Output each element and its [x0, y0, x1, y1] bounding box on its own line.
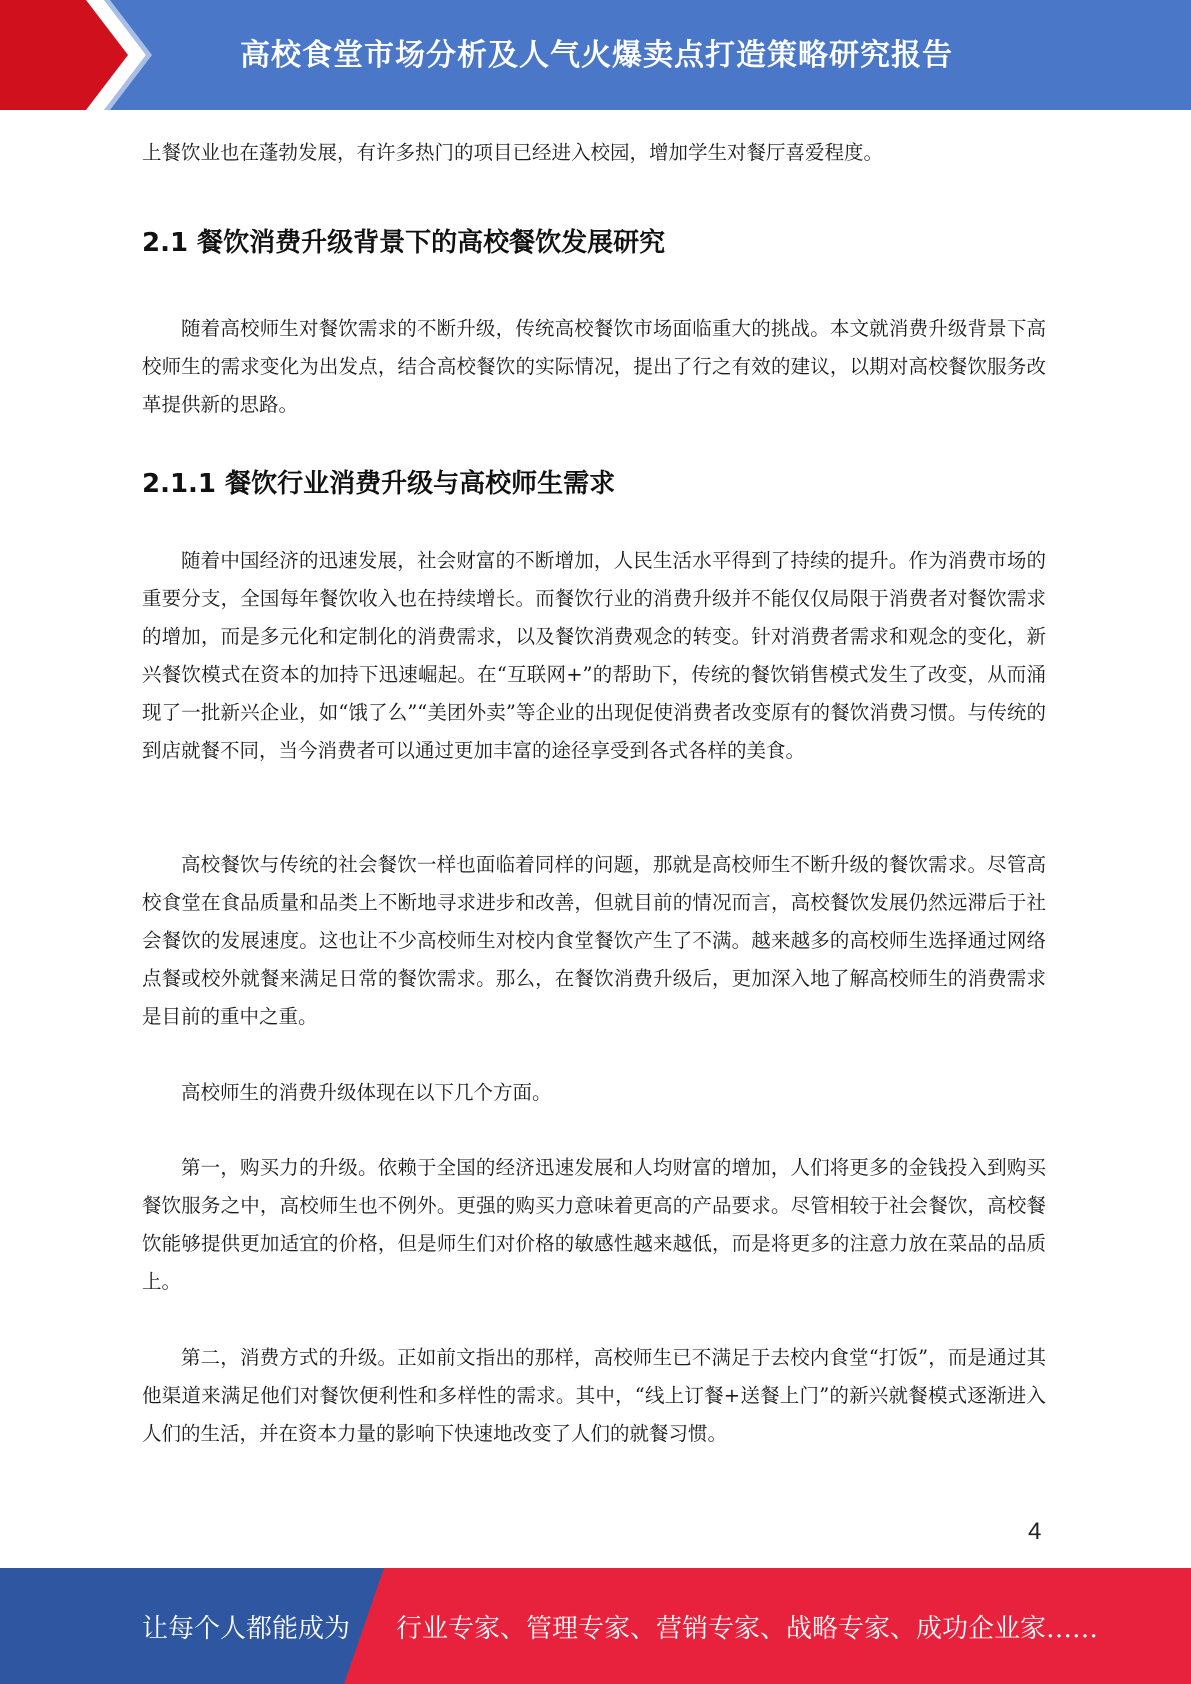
body-paragraph: 随着中国经济的迅速发展，社会财富的不断增加，人民生活水平得到了持续的提升。作为消费市场的重要分支，全国每年餐饮收入也在持续增长。而餐饮行业的消费升级并不能仅仅局限于消费者对餐饮需求的增加，而是多元化和定制化的消费需求，以及餐饮消费观念的转变。针对消费者需求和观念的变化，新兴餐饮模式在资本的加持下迅速崛起。在“互联网+”的帮助下，传统的餐饮销售模式发生了改变，从而涌现了一批新兴企业，如“饿了么”“美团外卖”等企业的出现促使消费者改变原有的餐饮消费习惯。与传统的到店就餐不同，当今消费者可以通过更加丰富的途径享受到各式各样的美食。 — [142, 549, 1046, 762]
footer-slogan-left: 让每个人都能成为 — [142, 1614, 351, 1644]
body-paragraph: 第二，消费方式的升级。正如前文指出的那样，高校师生已不满足于去校内食堂“打饭”，而是通过其他渠道来满足他们对餐饮便利性和多样性的需求。其中，“线上订餐+送餐上门”的新兴就餐模式逐渐进入人们的生活，并在资本力量的影响下快速地改变了人们的就餐习惯。 — [142, 1346, 1046, 1445]
section-heading-2-1: 2.1 餐饮消费升级背景下的高校餐饮发展研究 — [142, 228, 666, 258]
page-footer — [0, 1568, 1191, 1684]
report-title: 高校食堂市场分析及人气火爆卖点打造策略研究报告 — [240, 38, 953, 73]
section-heading-2-1-1: 2.1.1 餐饮行业消费升级与高校师生需求 — [142, 469, 616, 499]
page-number: 4 — [1028, 1518, 1042, 1545]
page-header — [0, 0, 1191, 110]
body-paragraph: 高校餐饮与传统的社会餐饮一样也面临着同样的问题，那就是高校师生不断升级的餐饮需求。尽管高校食堂在食品质量和品类上不断地寻求进步和改善，但就目前的情况而言，高校餐饮发展仍然远滞后于社会餐饮的发展速度。这也让不少高校师生对校内食堂餐饮产生了不满。越来越多的高校师生选择通过网络点餐或校外就餐来满足日常的餐饮需求。那么，在餐饮消费升级后，更加深入地了解高校师生的消费需求是目前的重中之重。 — [142, 853, 1046, 1028]
body-paragraph: 随着高校师生对餐饮需求的不断升级，传统高校餐饮市场面临重大的挑战。本文就消费升级背景下高校师生的需求变化为出发点，结合高校餐饮的实际情况，提出了行之有效的建议，以期对高校餐饮服务改革提供新的思路。 — [142, 317, 1046, 416]
footer-slogan-right: 行业专家、管理专家、营销专家、战略专家、成功企业家…… — [396, 1614, 1099, 1644]
body-paragraph: 第一，购买力的升级。依赖于全国的经济迅速发展和人均财富的增加，人们将更多的金钱投入到购买餐饮服务之中，高校师生也不例外。更强的购买力意味着更高的产品要求。尽管相较于社会餐饮，高校餐饮能够提供更加适宜的价格，但是师生们对价格的敏感性越来越低，而是将更多的注意力放在菜品的品质上。 — [142, 1156, 1046, 1293]
body-paragraph: 高校师生的消费升级体现在以下几个方面。 — [181, 1081, 552, 1104]
body-paragraph-continued: 上餐饮业也在蓬勃发展，有许多热门的项目已经进入校园，增加学生对餐厅喜爱程度。 — [142, 141, 884, 164]
